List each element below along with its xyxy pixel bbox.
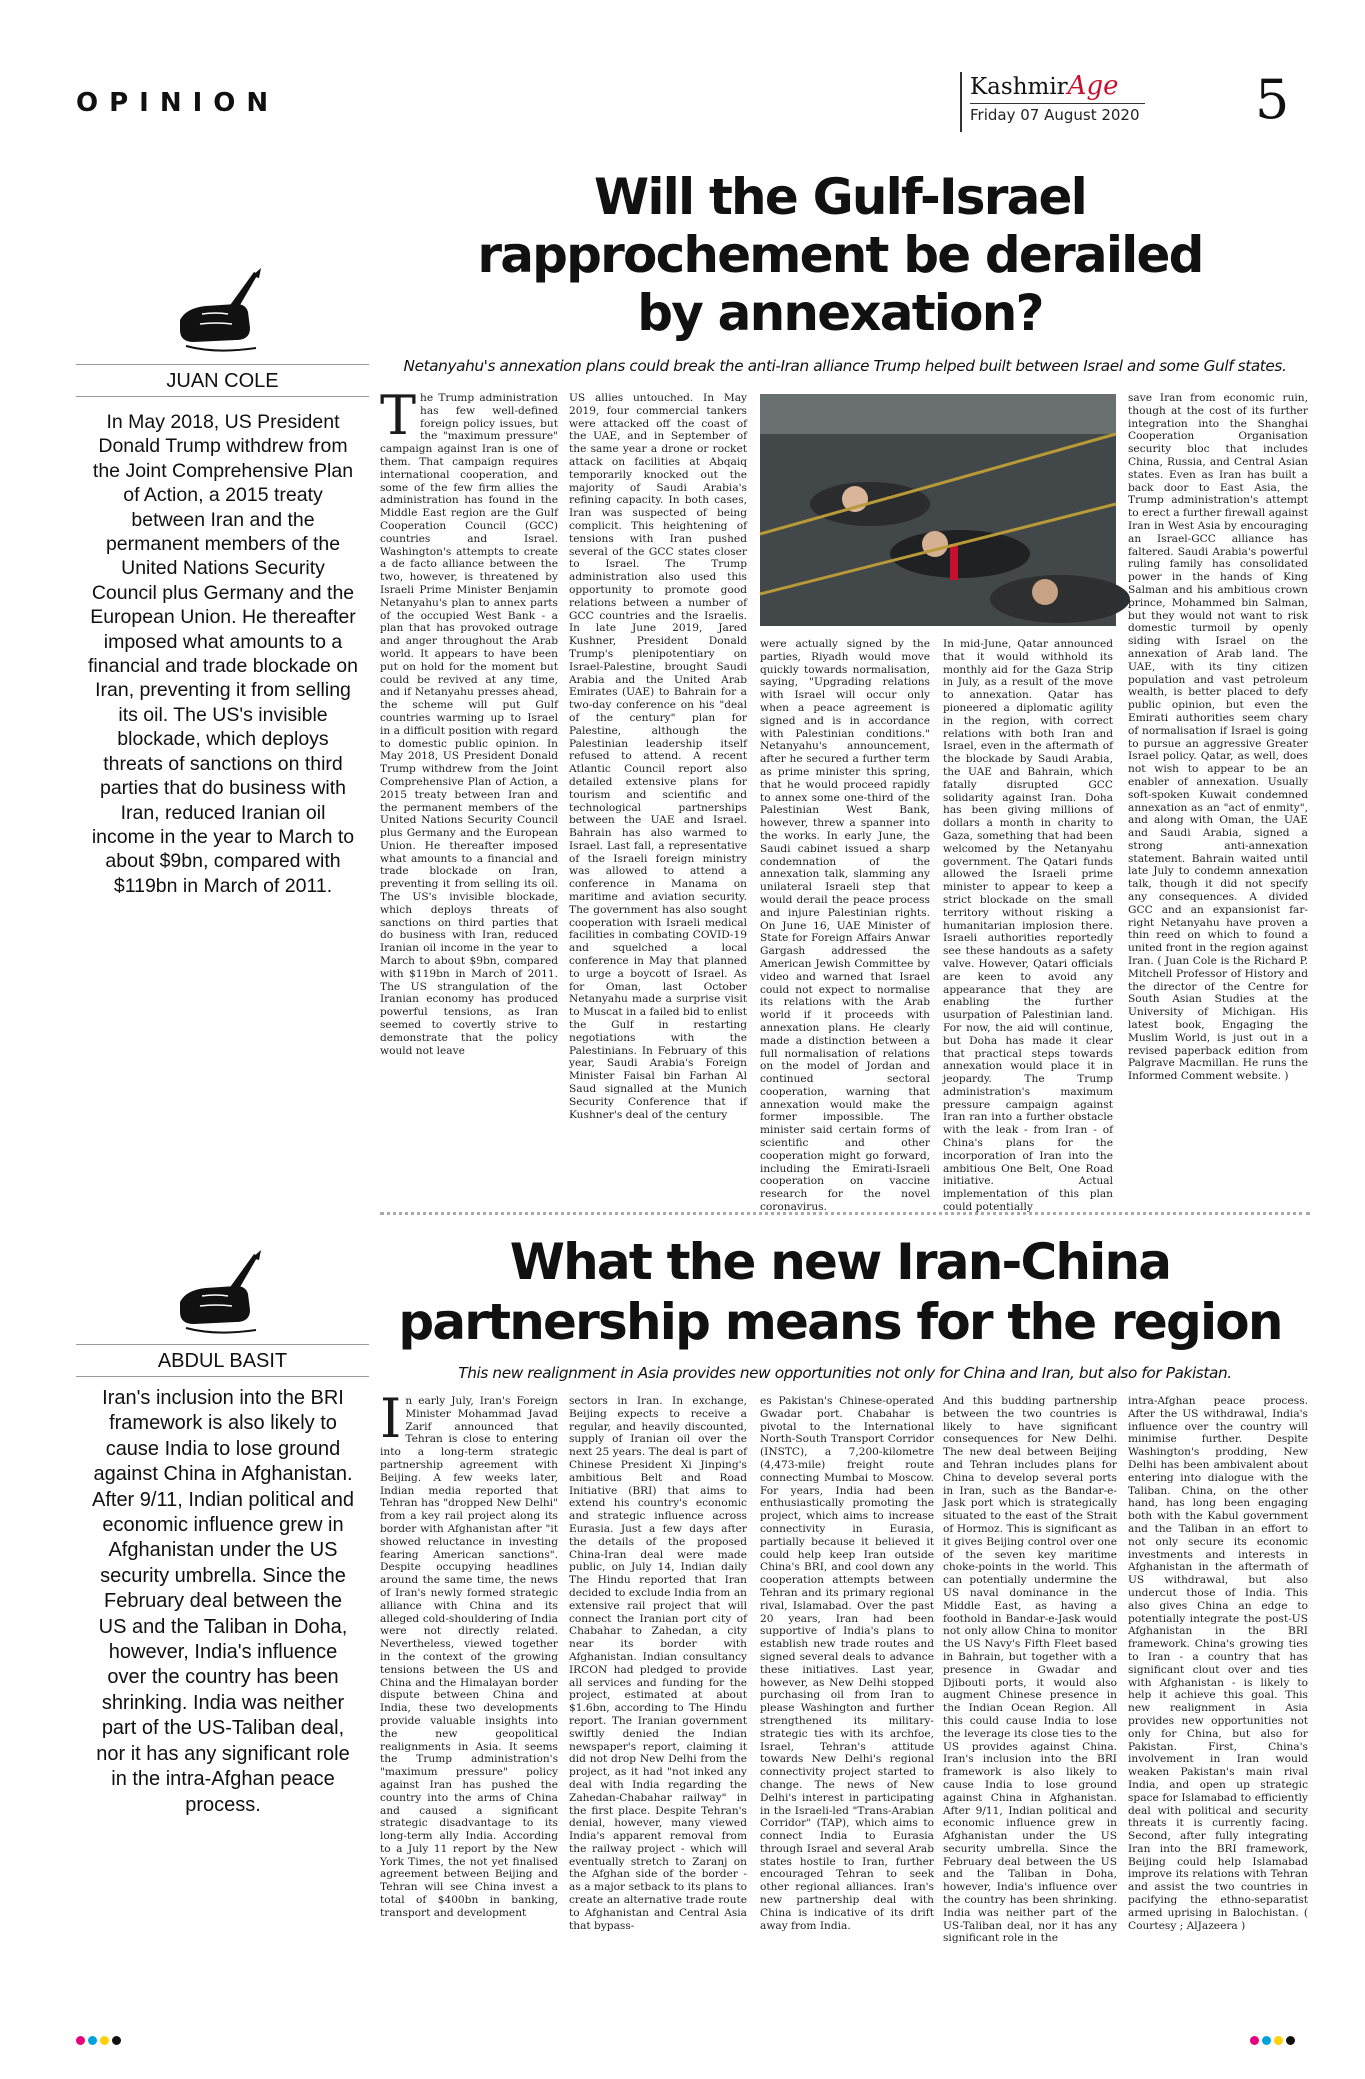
registration-dot [1274,2036,1283,2045]
registration-dot [1250,2036,1259,2045]
column-text: US allies untouched. In May 2019, four commercial tankers were attacked off the coast of the UAE, and in September of the same year a drone or rocket attack on facilities at Abqaiq temporarily knocked out the majority of Saudi Arabia's refining capacity. In both cases, Iran was suspected of being complicit. This heightening of tensions with Iran pushed several of the GCC states closer to Israel. The Trump administration also used this opportunity to promote good relations between a number of GCC countries and the Israelis. In late June 2019, Jared Kushner, President Donald Trump's plenipotentiary on Israel-Palestine, brought Saudi Arabia and the United Arab Emirates (UAE) to Bahrain for a two-day conference on his "deal of the century" plan for Palestine, although the Palestinian leadership itself refused to attend. A recent Atlantic Council report also detailed extensive plans for tourism and scientific and technological partnerships between the UAE and Israel. Bahrain has also warmed to Israel. Last fall, a representative of the Israeli foreign ministry was allowed to attend a conference in Manama on maritime and aviation security. The government has also sought cooperation with Israeli medical facilities in combating COVID-19 and squelched a local conference in May that planned to urge a boycott of Israel. As for Oman, last October Netanyahu made a surprise visit to Muscat in a failed bid to enlist the Gulf in restarting negotiations with the Palestinians. In February of this year, Saudi Arabia's Foreign Minister Faisal bin Farhan Al Saud signalled at the Munich Security Conference that if Kushner's deal of the century [569,392,747,1121]
pen-hand-icon [166,268,276,358]
protest-photo-illustration [760,394,1116,626]
registration-dots-right [1250,2036,1295,2045]
article-standfirst: This new realignment in Asia provides new opportunities not only for China and Iran, but also for Pakistan. [458,1364,1232,1382]
column-text: he Trump administration has few well-defined foreign policy issues, but the "maximum pressure" campaign against Iran is one of them. That campaign requires international cooperation, and some of the few firm allies the administration has found in the Middle East region are the Gulf Cooperation Council (GCC) countries and Israel. Washington's attempts to create a de facto alliance between the two, however, is threatened by Israeli Prime Minister Benjamin Netanyahu's plan to annex parts of the occupied West Bank - a plan that has provoked outrage and anger throughout the Arab world. It appears to have been put on hold for the moment but could be revived at any time, and if Netanyahu presses ahead, the scheme will put Gulf countries warming up to Israel in a difficult position with regard to domestic public opinion. In May 2018, US President Donald Trump withdrew from the Joint Comprehensive Plan of Action, a 2015 treaty between Iran and the permanent members of the United Nations Security Council plus Germany and the European Union. He thereafter imposed what amounts to a financial and trade blockade on Iran, preventing it from selling its oil. The US's invisible blockade, which deploys threats of sanctions on third parties that do business with Iran, reduced Iranian oil income in the year to March to about $9bn, compared with $119bn in March of 2011. The US strangulation of the Iranian economy has produced powerful tensions, as Iran seemed to covertly strive to demonstrate that the policy would not leave [380,392,558,1057]
author-rule-bottom [76,396,369,397]
article-column [760,638,930,1214]
column-text: n early July, Iran's Foreign Minister Mohammad Javad Zarif announced that Tehran is close to entering into a long-term strategic partnership agreement with Beijing. A few weeks later, Indian media reported that Tehran has "dropped New Delhi" from a key rail project along its border with Afghanistan after "it showed reluctance in investing fearing American sanctions". Despite occupying headlines around the same time, the news of Iran's newly formed strategic alliance with China and its alleged cold-shouldering of India were not directly related. Nevertheless, viewed together in the context of the growing tensions between the US and China and the Himalayan border dispute between China and India, these two developments provide valuable insights into the new geopolitical realignments in Asia. It seems the Trump administration's "maximum pressure" policy against Iran has pushed the country into the arms of China and caused a significant strategic disadvantage to its long-term ally India. According to a July 11 report by the New York Times, the not yet finalised agreement between Beijing and Tehran will see China invest a total of $400bn in banking, transport and development [380,1395,558,1919]
author-name: JUAN COLE [166,370,279,392]
headline-line: rapprochement be derailed [477,226,1203,284]
brand-first: Kashmir [970,74,1068,100]
article-photo [760,394,1116,626]
article-column [569,1395,747,2015]
headline-line: Will the Gulf-Israel [593,168,1086,226]
column-text: were actually signed by the parties, Riyadh would move quickly towards normalisation, saying, "Upgrading relations with Israel will occur only when a peace agreement is signed and is in accordance with Palestinian conditions." Netanyahu's announcement, after he secured a further term as prime minister this spring, that he would proceed rapidly to annex some one-third of the Palestinian West Bank, however, threw a spanner into the works. In early June, the Saudi cabinet issued a sharp condemnation of the annexation talk, slamming any unilateral Israeli step that would derail the peace process and injure Palestinian rights. On June 16, UAE Minister of State for Foreign Affairs Anwar Gargash addressed the American Jewish Committee by video and warned that Israel could not expect to normalise its relations with the Arab world if it proceeds with annexation plans. He clearly made a distinction between a full normalisation of relations on the model of Jordan and continued sectoral cooperation, warning that annexation would make the former impossible. The minister said certain forms of scientific and other cooperation might go forward, including the Emirati-Israeli cooperation on vaccine research for the novel coronavirus. [760,638,930,1214]
article-separator [380,1212,1310,1215]
article-column [380,1387,558,2015]
headline-line: What the new Iran-China [509,1233,1171,1291]
column-text: es Pakistan's Chinese-operated Gwadar port. Chabahar is pivotal to the International North-South Transport Corridor (INSTC), a 7,200-kilometre (4,473-mile) freight route connecting Mumbai to Moscow. For years, India had been enthusiastically promoting the project, which aims to increase connectivity in Eurasia, partially because it believed it could help keep Iran outside China's BRI, and cool down any cooperation attempts between Tehran and its primary regional rival, Islamabad. Over the past 20 years, Iran had been supportive of India's plans to establish new trade routes and signed several deals to advance these initiatives. Last year, however, as New Delhi stopped purchasing oil from Iran to please Washington and further strengthened its military-strategic ties with its archfoe, Israel, Tehran's attitude towards New Delhi's regional connectivity project started to change. The news of New Delhi's interest in participating in the Israeli-led "Trans-Arabian Corridor" (TAP), which aims to connect India to Eurasia through Israel and several Arab states hostile to Iran, further encouraged Tehran to seek other regional alliances. Iran's new partnership deal with China is indicative of its drift away from India. [760,1395,934,1932]
article-column [760,1395,934,2015]
section-label: OPINION [76,88,280,118]
article-column [943,638,1113,1214]
article-column [569,392,747,1162]
drop-cap: T [380,384,417,447]
author-summary: Iran's inclusion into the BRI framework is also likely to cause India to lose ground against China in Afghanistan. After 9/11, Indian political and economic influence grew in Afghanistan under the US security umbrella. Since the February deal between the US and the Taliban in Doha, however, India's influence over the country has been shrinking. India was neither part of the US-Taliban deal, nor it has any significant role in the intra-Afghan peace process. [91,1387,355,1816]
pen-hand-icon [166,1250,276,1340]
registration-dot [112,2036,121,2045]
column-text: sectors in Iran. In exchange, Beijing expects to receive a regular, and heavily discounted, supply of Iranian oil over the next 25 years. The deal is part of Chinese President Xi Jinping's ambitious Belt and Road Initiative (BRI) that aims to extend his country's economic and strategic influence across Eurasia. Just a few days after the details of the proposed China-Iran deal were made public, on July 14, Indian daily The Hindu reported that Iran decided to exclude India from an extensive rail project that will connect the Iranian port city of Chabahar to Zahedan, a city near its border with Afghanistan. Indian consultancy IRCON had pledged to provide all services and funding for the project, estimated at about $1.6bn, according to The Hindu report. The Iranian government swiftly denied the Indian newspaper's report, claiming it did not drop New Delhi from the project, as it had "not inked any deal with India regarding the Zahedan-Chabahar railway" in the first place. Despite Tehran's denial, however, many viewed India's apparent removal from the railway project - which will eventually stretch to Zaranj on the Afghan side of the border - as a major setback to its plans to create an alternative trade route to Afghanistan and Central Asia that bypass- [569,1395,747,1932]
article-headline [380,168,1300,342]
column-text: save Iran from economic ruin, though at the cost of its further integration into the Shanghai Cooperation Organisation security bloc that includes China, Russia, and Central Asian states. Even as Iran has built a back door to East Asia, the Trump administration's attempt to erect a further firewall against Iran in West Asia by encouraging an Israel-GCC alliance has faltered. Saudi Arabia's powerful ruling family has consolidated power in the hands of King Salman and his ambitious crown prince, Mohammed bin Salman, but they would not want to risk domestic turmoil by openly siding with Israel on the annexation of Arab land. The UAE, with its tiny citizen population and vast petroleum wealth, is better placed to defy public opinion, but even the Emirati authorities seem chary of normalisation if Israel is going to pursue an aggressive Greater Israel policy. Qatar, as well, does not wish to appear to be an enabler of annexation. Usually soft-spoken Kuwait condemned annexation as an "act of enmity", and along with Oman, the UAE and Saudi Arabia, signed a strong anti-annexation statement. Bahrain waited until late July to condemn annexation talk, though it did not specify any consequences. A divided GCC and an expansionist far-right Netanyahu have proven a thin reed on which to found a united front in the region against Iran. ( Juan Cole is the Richard P. Mitchell Professor of History and the director of the Centre for South Asian Studies at the University of Michigan. His latest book, Engaging the Muslim World, is just out in a revised paperback edition from Palgrave Macmillan. He runs the Informed Comment website. ) [1128,392,1308,1083]
registration-dot [76,2036,85,2045]
registration-dot [100,2036,109,2045]
headline-line: by annexation? [637,284,1043,342]
drop-cap: I [380,1387,402,1450]
article-standfirst: Netanyahu's annexation plans could break the anti-Iran alliance Trump helped built between Israel and some Gulf states. [403,357,1287,375]
registration-dot [1262,2036,1271,2045]
article-column [1128,392,1308,1162]
article-column [380,384,558,1162]
brand-logo [970,72,1250,101]
article-column [1128,1395,1308,2015]
brand-second: Age [1067,71,1119,101]
registration-dot [88,2036,97,2045]
registration-dot [1286,2036,1295,2045]
column-text: And this budding partnership between the two countries is likely to have significant consequences for New Delhi. The new deal between Beijing and Tehran includes plans for China to develop several ports in Iran, such as the Bandar-e-Jask port which is strategically situated to the east of the Strait of Hormoz. This is significant as it gives Beijing control over one of the seven key maritime choke-points in the world. This can potentially undermine the US naval dominance in the Middle East, as having a foothold in Bandar-e-Jask would not only allow China to monitor the US Navy's Fifth Fleet based in Bahrain, but together with a presence in Gwadar and Djibouti ports, it would also augment Chinese presence in the Indian Ocean Region. All this could cause India to lose the leverage its close ties to the US provides against China. Iran's inclusion into the BRI framework is also likely to cause India to lose ground against China in Afghanistan. After 9/11, Indian political and economic influence grew in Afghanistan under the US security umbrella. Since the February deal between the US and the Taliban in Doha, however, India's influence over the country has been shrinking. India was neither part of the US-Taliban deal, nor it has any significant role in the [943,1395,1117,1945]
author-rule-top [76,364,369,365]
author-name: ABDUL BASIT [157,1350,288,1372]
author-rule-top [76,1344,369,1345]
column-text: intra-Afghan peace process. After the US withdrawal, India's influence over the country will minimise further. Despite Washington's prodding, New Delhi has been ambivalent about entering into dialogue with the Taliban. China, on the other hand, has long been engaging both with the Kabul government and the Taliban in an effort to not only secure its economic investments and interests in Afghanistan in the aftermath of US withdrawal, but also undercut those of India. This also gives China an edge to potentially integrate the post-US Afghanistan in the BRI framework. China's growing ties to Iran - a country that has significant clout over and ties with Afghanistan - is likely to help it achieve this goal. This new realignment in Asia provides new opportunities not only for China, but also for Pakistan. First, China's involvement in Iran would weaken Pakistan's main rival India, and open up strategic space for Islamabad to efficiently deal with political and security threats it is currently facing. Second, after fully integrating Iran into the BRI framework, Beijing could help Islamabad improve its relations with Tehran and assist the two countries in pacifying the ethno-separatist armed uprising in Balochistan. ( Courtesy ; AlJazeera ) [1128,1395,1308,1932]
author-rule-bottom [76,1376,369,1377]
article-headline [380,1232,1300,1352]
registration-dots-left [76,2036,121,2045]
column-text: In mid-June, Qatar announced that it would withhold its monthly aid for the Gaza Strip in July, as a result of the move to annexation. Qatar has pioneered a diplomatic agility in the region, with correct relations with both Iran and Israel, even in the aftermath of the blockade by Saudi Arabia, the UAE and Bahrain, which fatally disrupted GCC solidarity against Iran. Doha has been giving millions of dollars a month in charity to Gaza, something that had been welcomed by the Netanyahu government. The Qatari funds allowed the Israeli prime minister to appear to keep a strict blockade on the small territory without risking a humanitarian implosion there. Israeli authorities reportedly see these handouts as a safety valve. However, Qatari officials are keen to avoid any appearance that they are enabling the further usurpation of Palestinian land. For now, the aid will continue, but Doha has made it clear that practical steps towards annexation would place it in jeopardy. The Trump administration's maximum pressure campaign against Iran ran into a further obstacle with the leak - from Iran - of China's plans for the incorporation of Iran into the ambitious One Belt, One Road initiative. Actual implementation of this plan could potentially [943,638,1113,1214]
article-column [943,1395,1117,2015]
author-summary: In May 2018, US President Donald Trump withdrew from the Joint Comprehensive Plan of Action, a 2015 treaty between Iran and the permanent members of the United Nations Security Council plus Germany and the European Union. He thereafter imposed what amounts to a financial and trade blockade on Iran, preventing it from selling its oil. The US's invisible blockade, which deploys threats of sanctions on third parties that do business with Iran, reduced Iranian oil income in the year to March to about $9bn, compared with $119bn in March of 2011. [88,411,358,897]
headline-line: partnership means for the region [398,1293,1282,1351]
publication-date: Friday 07 August 2020 [970,103,1145,124]
page-number: 5 [1255,68,1290,131]
masthead [960,72,1250,132]
